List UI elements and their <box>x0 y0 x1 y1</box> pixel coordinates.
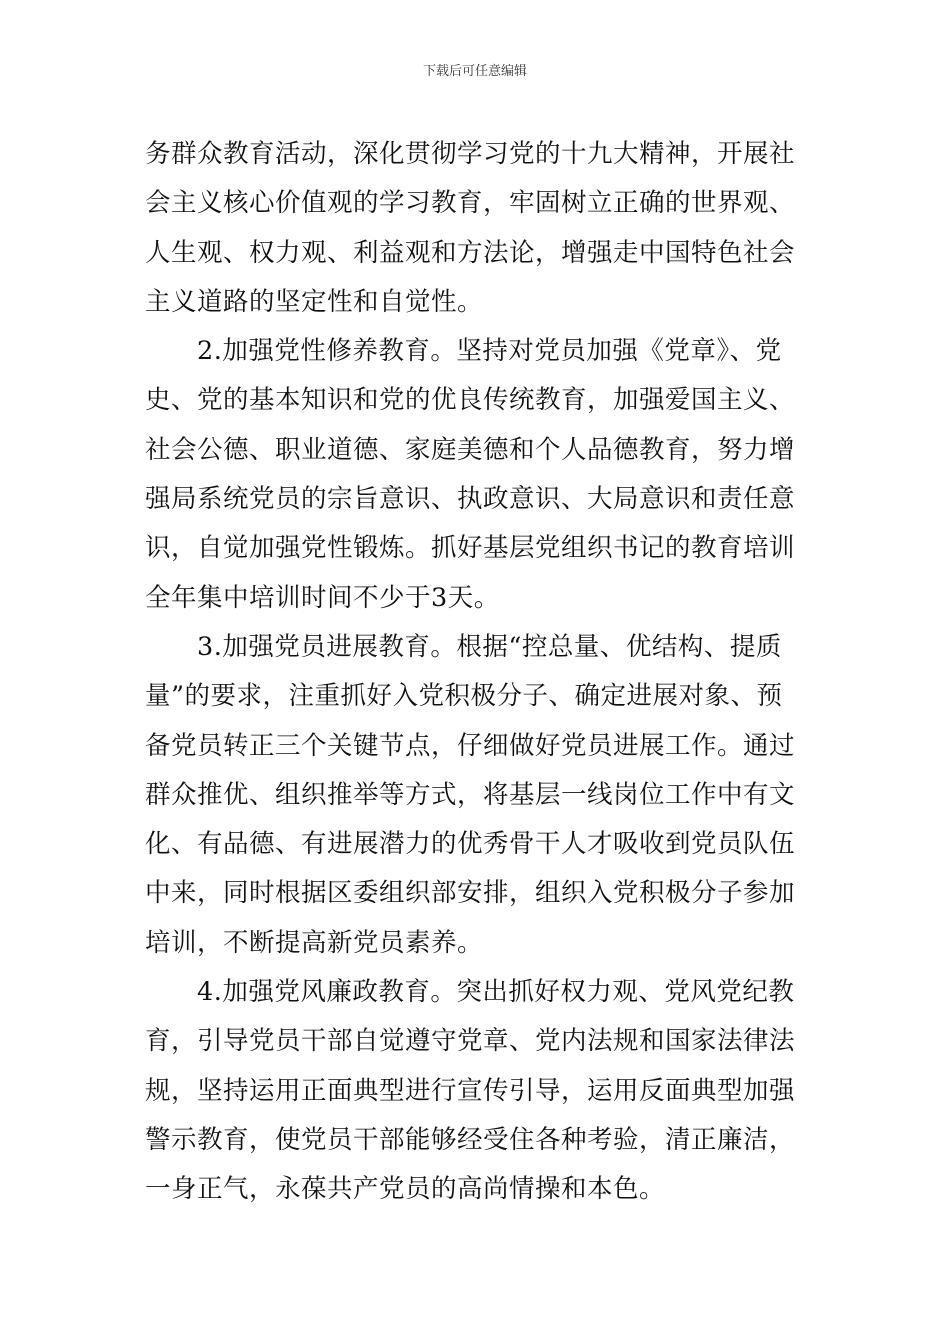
text-line: 备党员转正三个关键节点，仔细做好党员进展工作。通过 <box>145 730 796 761</box>
text-line: 培训，不断提高新党员素养。 <box>145 927 484 958</box>
text-line: 育，引导党员干部自觉遵守党章、党内法规和国家法律法 <box>145 1026 796 1057</box>
text-line: 人生观、权力观、利益观和方法论，增强走中国特色社会 <box>145 237 796 268</box>
text-line: 识，自觉加强党性锻炼。抓好基层党组织书记的教育培训 <box>145 533 796 564</box>
text-line: 规，坚持运用正面典型进行宣传引导，运用反面典型加强 <box>145 1075 796 1106</box>
text-line: 全年集中培训时间不少于3天。 <box>145 582 500 613</box>
text-line: 史、党的基本知识和党的优良传统教育，加强爱国主义、 <box>145 385 796 416</box>
text-line: 强局系统党员的宗旨意识、执政意识、大局意识和责任意 <box>145 484 796 515</box>
text-line: 一身正气，永葆共产党员的高尚情操和本色。 <box>145 1174 666 1205</box>
text-line: 量”的要求，注重抓好入党积极分子、确定进展对象、预 <box>145 681 783 712</box>
text-line: 群众推优、组织推举等方式，将基层一线岗位工作中有文 <box>145 779 796 810</box>
text-line: 4.加强党风廉政教育。突出抓好权力观、党风党纪教 <box>197 977 795 1008</box>
text-line: 主义道路的坚定性和自觉性。 <box>145 286 484 317</box>
text-line: 会主义核心价值观的学习教育，牢固树立正确的世界观、 <box>145 188 796 219</box>
page-header: 下载后可任意编辑 <box>422 64 527 79</box>
text-line: 社会公德、职业道德、家庭美德和个人品德教育，努力增 <box>145 434 796 465</box>
document-body <box>145 130 815 1215</box>
text-line: 务群众教育活动，深化贯彻学习党的十九大精神，开展社 <box>145 139 796 169</box>
text-line: 3.加强党员进展教育。根据“控总量、优结构、提质 <box>197 631 782 662</box>
text-line: 2.加强党性修养教育。坚持对党员加强《党章》、党 <box>197 336 782 367</box>
text-line: 中来，同时根据区委组织部安排，组织入党积极分子参加 <box>145 878 796 909</box>
text-line: 警示教育，使党员干部能够经受住各种考验，清正廉洁， <box>145 1124 796 1155</box>
text-line: 化、有品德、有进展潜力的优秀骨干人才吸收到党员队伍 <box>145 829 796 860</box>
